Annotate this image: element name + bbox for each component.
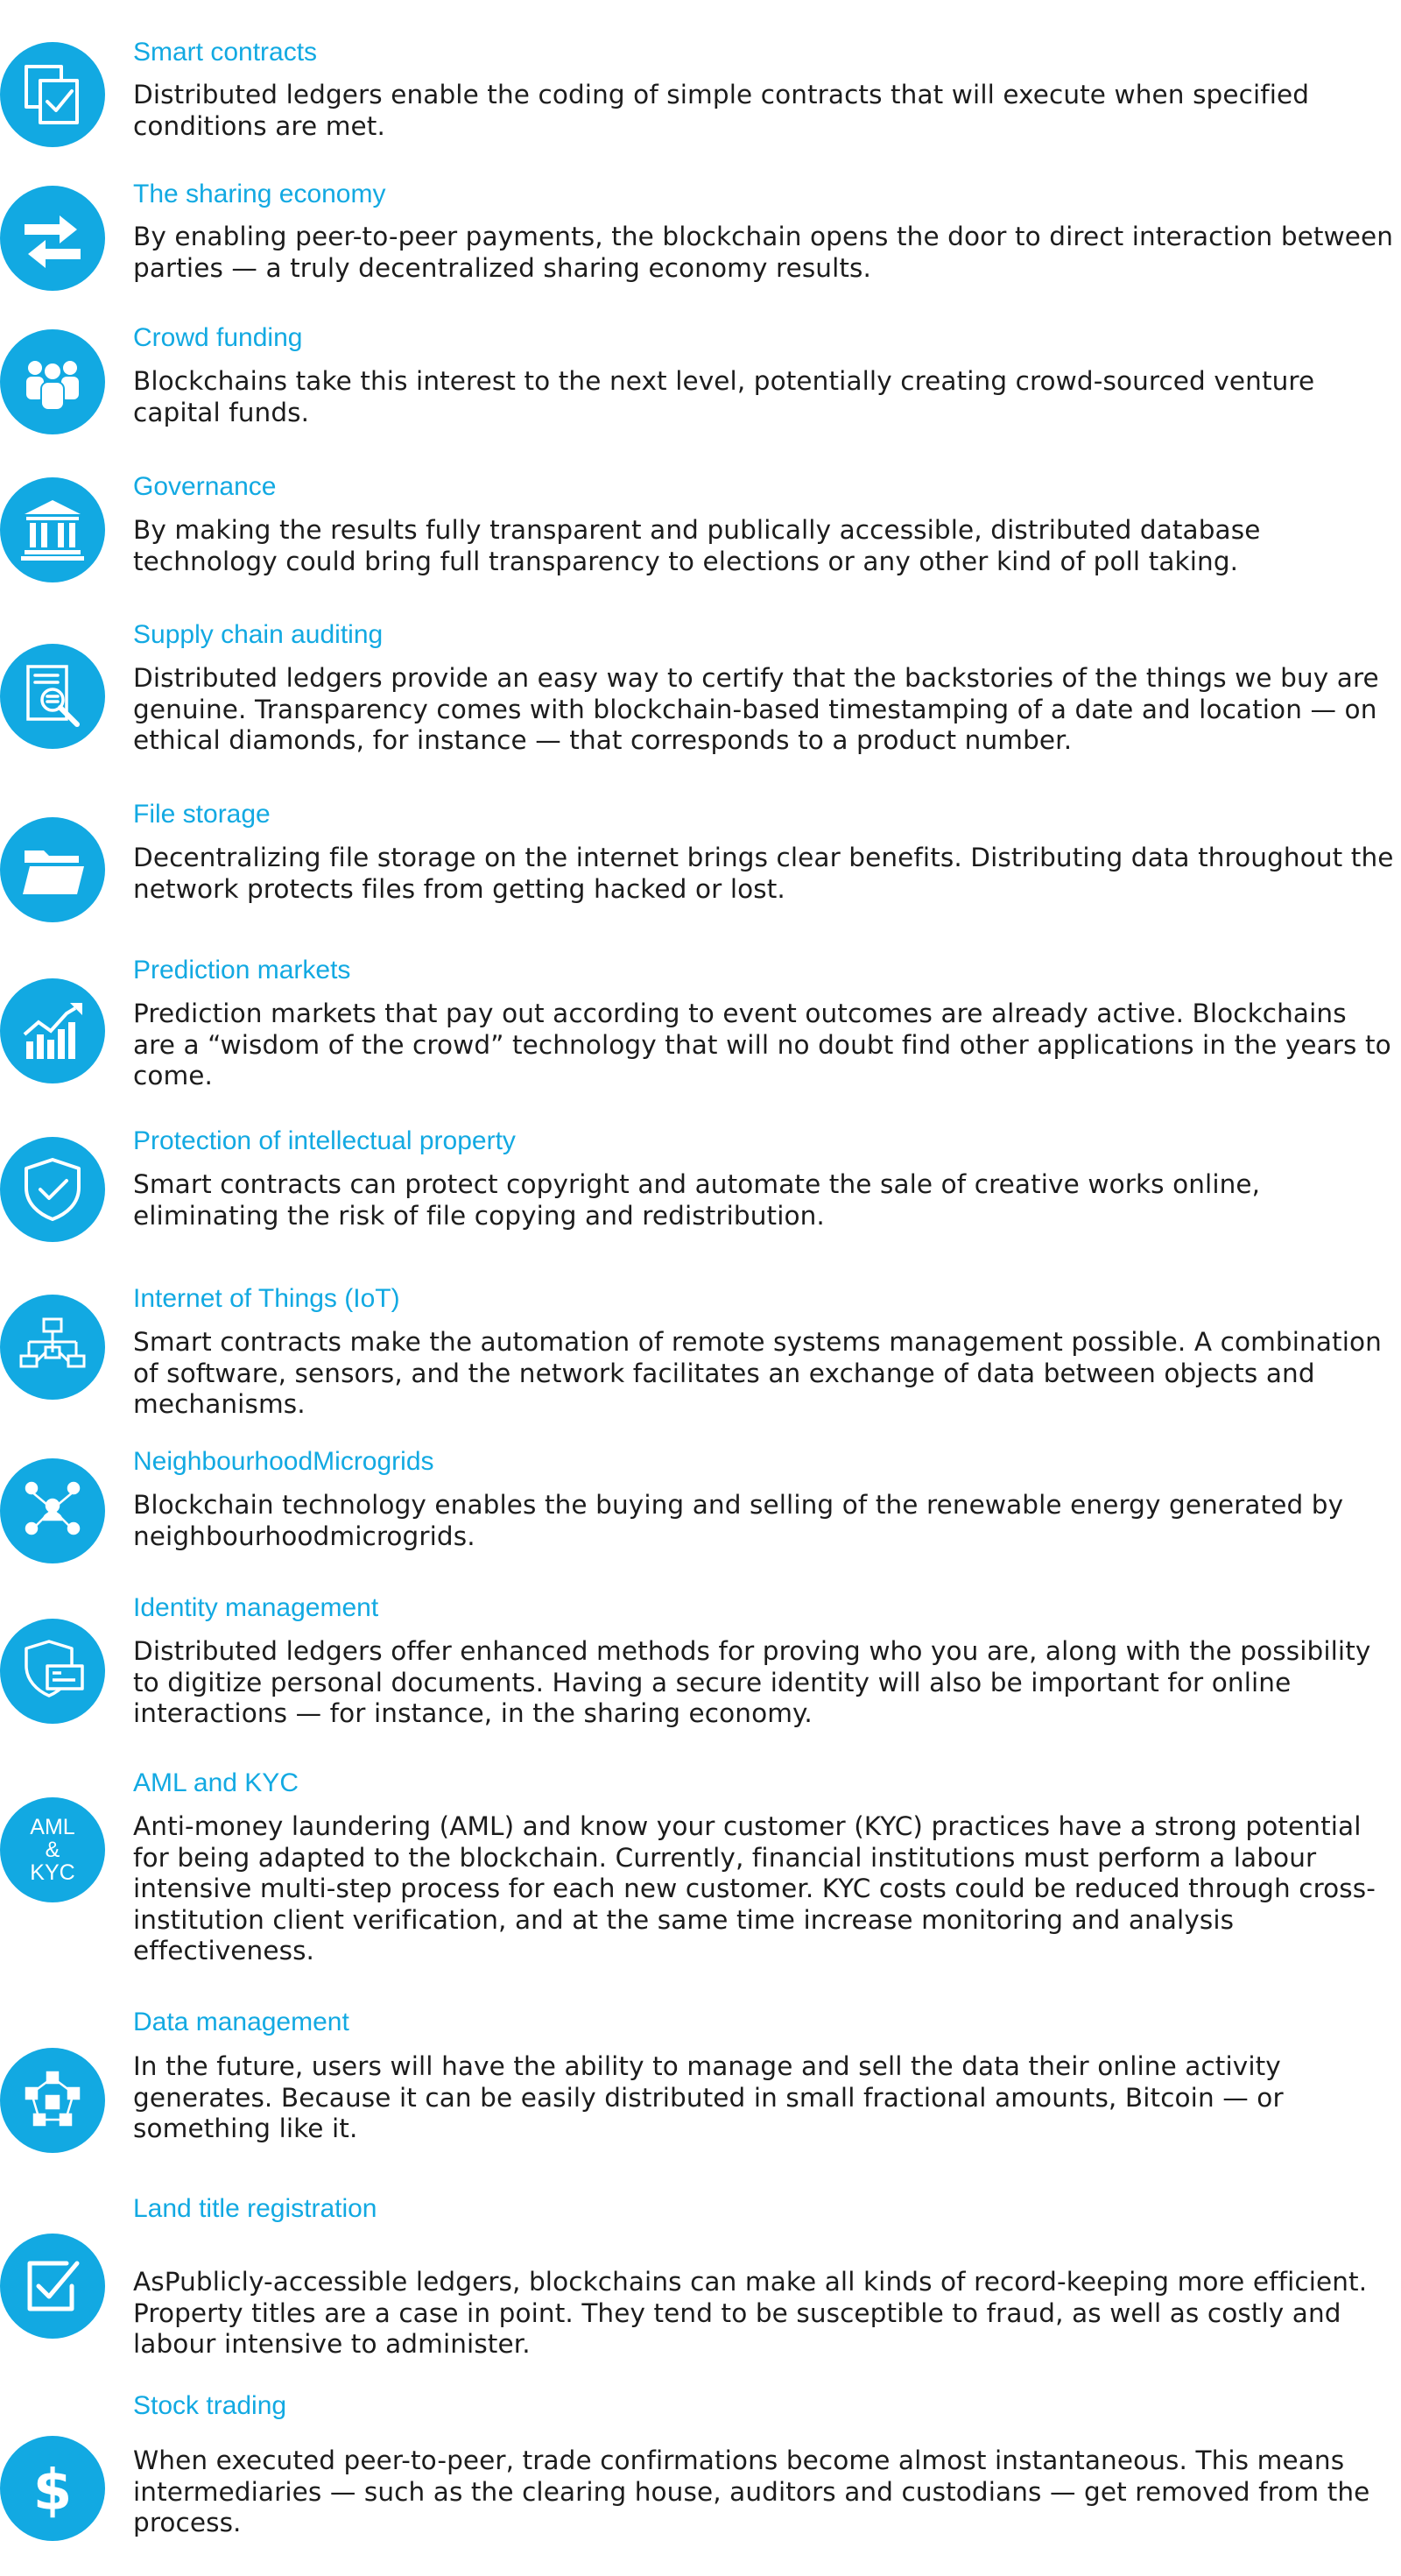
data-blocks-icon	[0, 2048, 105, 2153]
document-magnifier-icon	[0, 644, 105, 749]
feature-title: Crowd funding	[133, 323, 303, 352]
feature-description: Blockchains take this interest to the next level, potentially creating crowd-sourced venture capital funds.	[133, 366, 1315, 427]
feature-description: By enabling peer-to-peer payments, the blockchain opens the door to direct interaction between parties — a truly decentralized sharing economy results.	[133, 222, 1394, 283]
feature-title: Prediction markets	[133, 956, 351, 985]
feature-description: By making the results fully transparent and publically accessible, distributed database technology could bring full transparency to elections or any other kind of poll taking.	[133, 515, 1261, 576]
growth-chart-icon	[0, 978, 105, 1083]
exchange-arrows-icon	[0, 186, 105, 291]
feature-description: AsPublicly-accessible ledgers, blockchains can make all kinds of record-keeping more efficient. Property titles are a case in point. They tend to be susceptible to fraud, as well as costly and labour intensive to administer.	[133, 2267, 1368, 2359]
feature-title: Supply chain auditing	[133, 620, 384, 649]
feature-title: Governance	[133, 472, 277, 501]
feature-description: Distributed ledgers provide an easy way to certify that the backstories of the things we buy are genuine. Transparency comes with blockchain-based timestamping of a date and location — on ethical diamonds, for instance — that corresponds to a product number.	[133, 663, 1379, 755]
checklist-icon	[0, 42, 105, 147]
dollar-icon	[0, 2436, 105, 2541]
folder-icon	[0, 817, 105, 922]
feature-title: File storage	[133, 800, 271, 829]
shield-check-icon	[0, 1137, 105, 1242]
people-group-icon	[0, 329, 105, 434]
feature-title: Protection of intellectual property	[133, 1126, 516, 1155]
svg-text:$: $	[32, 2459, 73, 2523]
feature-description: Smart contracts make the automation of remote systems management possible. A combination of software, sensors, and the network facilitates an exchange of data between objects and mechanisms.	[133, 1327, 1382, 1419]
feature-description: Prediction markets that pay out according to event outcomes are already active. Blockchains are a “wisdom of the crowd” technology that will no doubt find other applications in the years to come.	[133, 999, 1391, 1090]
feature-title: AML and KYC	[133, 1768, 299, 1797]
aml-kyc-icon	[0, 1797, 105, 1902]
feature-title: Internet of Things (IoT)	[133, 1284, 400, 1313]
feature-description: When executed peer-to-peer, trade confirmations become almost instantaneous. This means intermediaries — such as the clearing house, auditors and custodians — get removed from the process.	[133, 2445, 1370, 2537]
aml-label: AML	[30, 1815, 75, 1839]
feature-description: Blockchain technology enables the buying and selling of the renewable energy generated by neighbourhoodmicrogrids.	[133, 1490, 1344, 1551]
feature-description: Decentralizing file storage on the internet brings clear benefits. Distributing data throughout the network protects files from getting hacked or lost.	[133, 843, 1394, 904]
ampersand-label: &	[45, 1838, 60, 1862]
feature-title: Land title registration	[133, 2194, 377, 2223]
feature-description: In the future, users will have the ability to manage and sell the data their online activity generates. Because it can be easily distributed in small fractional amounts, Bitcoin — or something like it.	[133, 2051, 1284, 2143]
feature-title: Smart contracts	[133, 38, 318, 67]
feature-title: Stock trading	[133, 2391, 287, 2420]
government-building-icon	[0, 477, 105, 582]
kyc-label: KYC	[30, 1860, 75, 1885]
feature-description: Distributed ledgers enable the coding of simple contracts that will execute when specified conditions are met.	[133, 80, 1310, 141]
network-computers-icon	[0, 1295, 105, 1400]
id-card-shield-icon	[0, 1619, 105, 1724]
feature-title: Identity management	[133, 1593, 379, 1622]
people-network-icon	[0, 1458, 105, 1563]
feature-title: Data management	[133, 2008, 349, 2036]
feature-description: Distributed ledgers offer enhanced methods for proving who you are, along with the possibility to digitize personal documents. Having a secure identity will also be important for online interactions — for instance, in the sharing economy.	[133, 1636, 1371, 1728]
feature-description: Smart contracts can protect copyright and automate the sale of creative works online, eliminating the risk of file copying and redistribution.	[133, 1169, 1261, 1231]
feature-description: Anti-money laundering (AML) and know your customer (KYC) practices have a strong potential for being adapted to the blockchain. Currently, financial institutions must perform a labour intensive multi-step process for each new customer. KYC costs could be reduced through cross-institution client verification, and at the same time increase monitoring and analysis effectiveness.	[133, 1811, 1376, 1966]
feature-title: NeighbourhoodMicrogrids	[133, 1447, 434, 1476]
feature-title: The sharing economy	[133, 180, 386, 208]
edit-checkbox-icon	[0, 2234, 105, 2339]
